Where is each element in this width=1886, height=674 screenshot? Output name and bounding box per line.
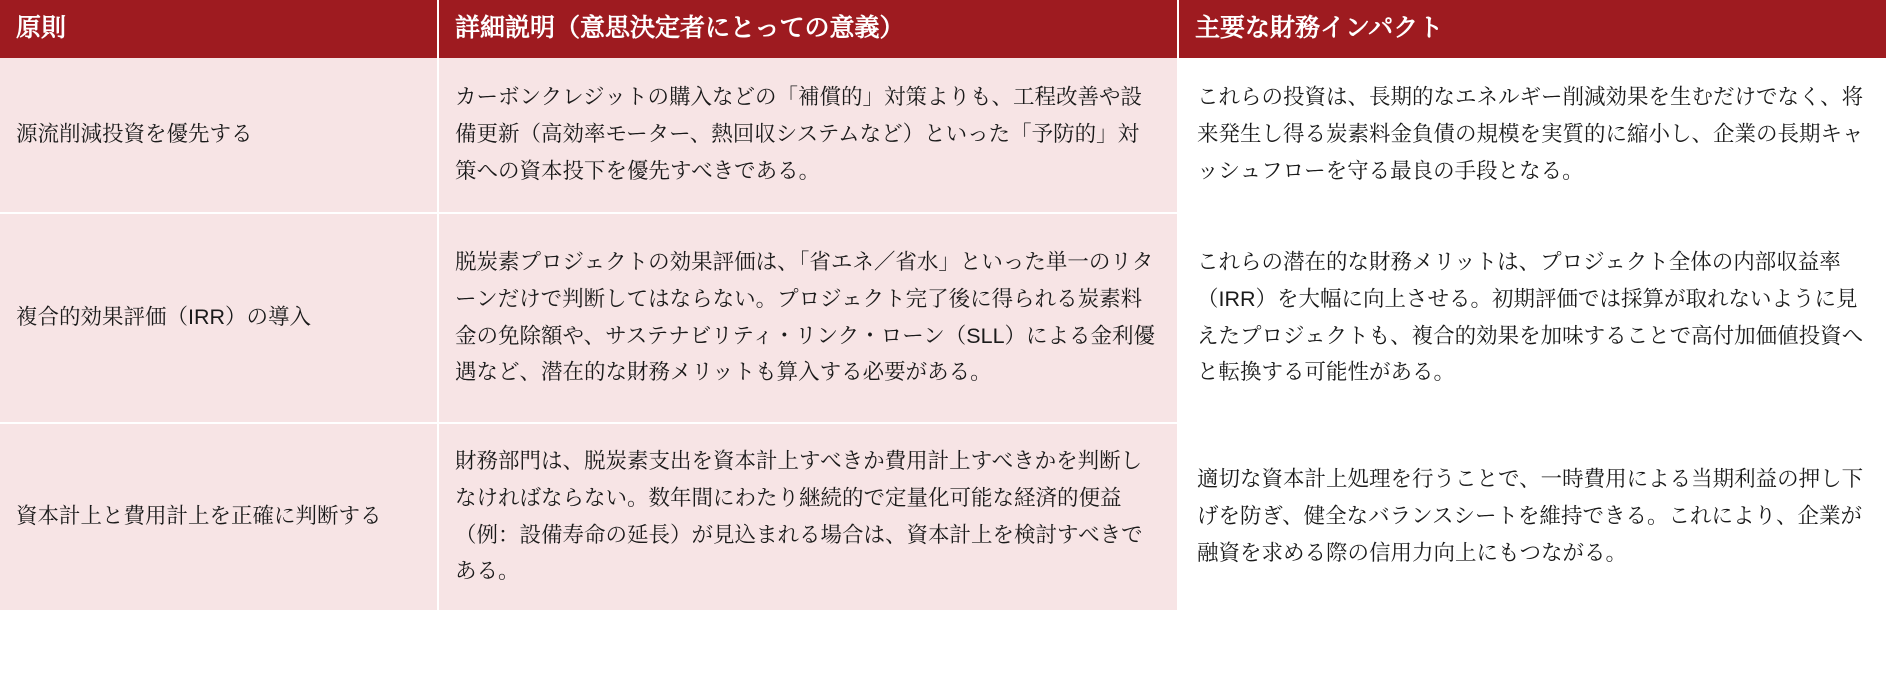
column-header-detail: 詳細説明（意思決定者にとっての意義） bbox=[438, 0, 1178, 58]
cell-principle bbox=[0, 423, 438, 610]
cell-impact-text: 適切な資本計上処理を行うことで、一時費用による当期利益の押し下げを防ぎ、健全なバランスシートを維持できる。これにより、企業が融資を求める際の信用力向上にもつながる。 bbox=[1197, 467, 1864, 565]
cell-principle bbox=[0, 213, 438, 423]
cell-detail-text: 脱炭素プロジェクトの効果評価は、「省エネ／省水」といった単一のリターンだけで判断してはならない。プロジェクト完了後に得られる炭素料金の免除額や、サステナビリティ・リンク・ローン（SLL）による金利優遇など、潜在的な財務メリットも算入する必要がある。 bbox=[455, 249, 1156, 385]
table-row bbox=[0, 58, 1886, 213]
table-header bbox=[0, 0, 1886, 58]
cell-detail bbox=[438, 58, 1178, 213]
table-body bbox=[0, 58, 1886, 610]
cell-principle-text: 源流削減投資を優先する bbox=[16, 122, 253, 147]
column-header-principle: 原則 bbox=[0, 0, 438, 58]
cell-detail bbox=[438, 423, 1178, 610]
cell-detail bbox=[438, 213, 1178, 423]
cell-impact bbox=[1178, 58, 1886, 213]
column-header-impact: 主要な財務インパクト bbox=[1178, 0, 1886, 58]
table-row bbox=[0, 423, 1886, 610]
cell-impact-text: これらの投資は、長期的なエネルギー削減効果を生むだけでなく、将来発生し得る炭素料金負債の規模を実質的に縮小し、企業の長期キャッシュフローを守る最良の手段となる。 bbox=[1197, 85, 1864, 183]
cell-impact bbox=[1178, 213, 1886, 423]
cell-principle-text: 資本計上と費用計上を正確に判断する bbox=[16, 504, 382, 529]
table-row bbox=[0, 213, 1886, 423]
cell-detail-text: カーボンクレジットの購入などの「補償的」対策よりも、工程改善や設備更新（高効率モーター、熱回収システムなど）といった「予防的」対策への資本投下を優先すべきである。 bbox=[455, 85, 1143, 183]
cell-detail-text: 財務部門は、脱炭素支出を資本計上すべきか費用計上すべきかを判断しなければならない。数年間にわたり継続的で定量化可能な経済的便益（例：設備寿命の延長）が見込まれる場合は、資本計上を検討すべきである。 bbox=[455, 448, 1143, 584]
cell-principle bbox=[0, 58, 438, 213]
cell-impact bbox=[1178, 423, 1886, 610]
cell-impact-text: これらの潜在的な財務メリットは、プロジェクト全体の内部収益率（IRR）を大幅に向上させる。初期評価では採算が取れないように見えたプロジェクトも、複合的効果を加味することで高付加価値投資へと転換する可能性がある。 bbox=[1197, 249, 1864, 385]
table-header-row bbox=[0, 0, 1886, 58]
cell-principle-text: 複合的効果評価（IRR）の導入 bbox=[16, 305, 312, 330]
